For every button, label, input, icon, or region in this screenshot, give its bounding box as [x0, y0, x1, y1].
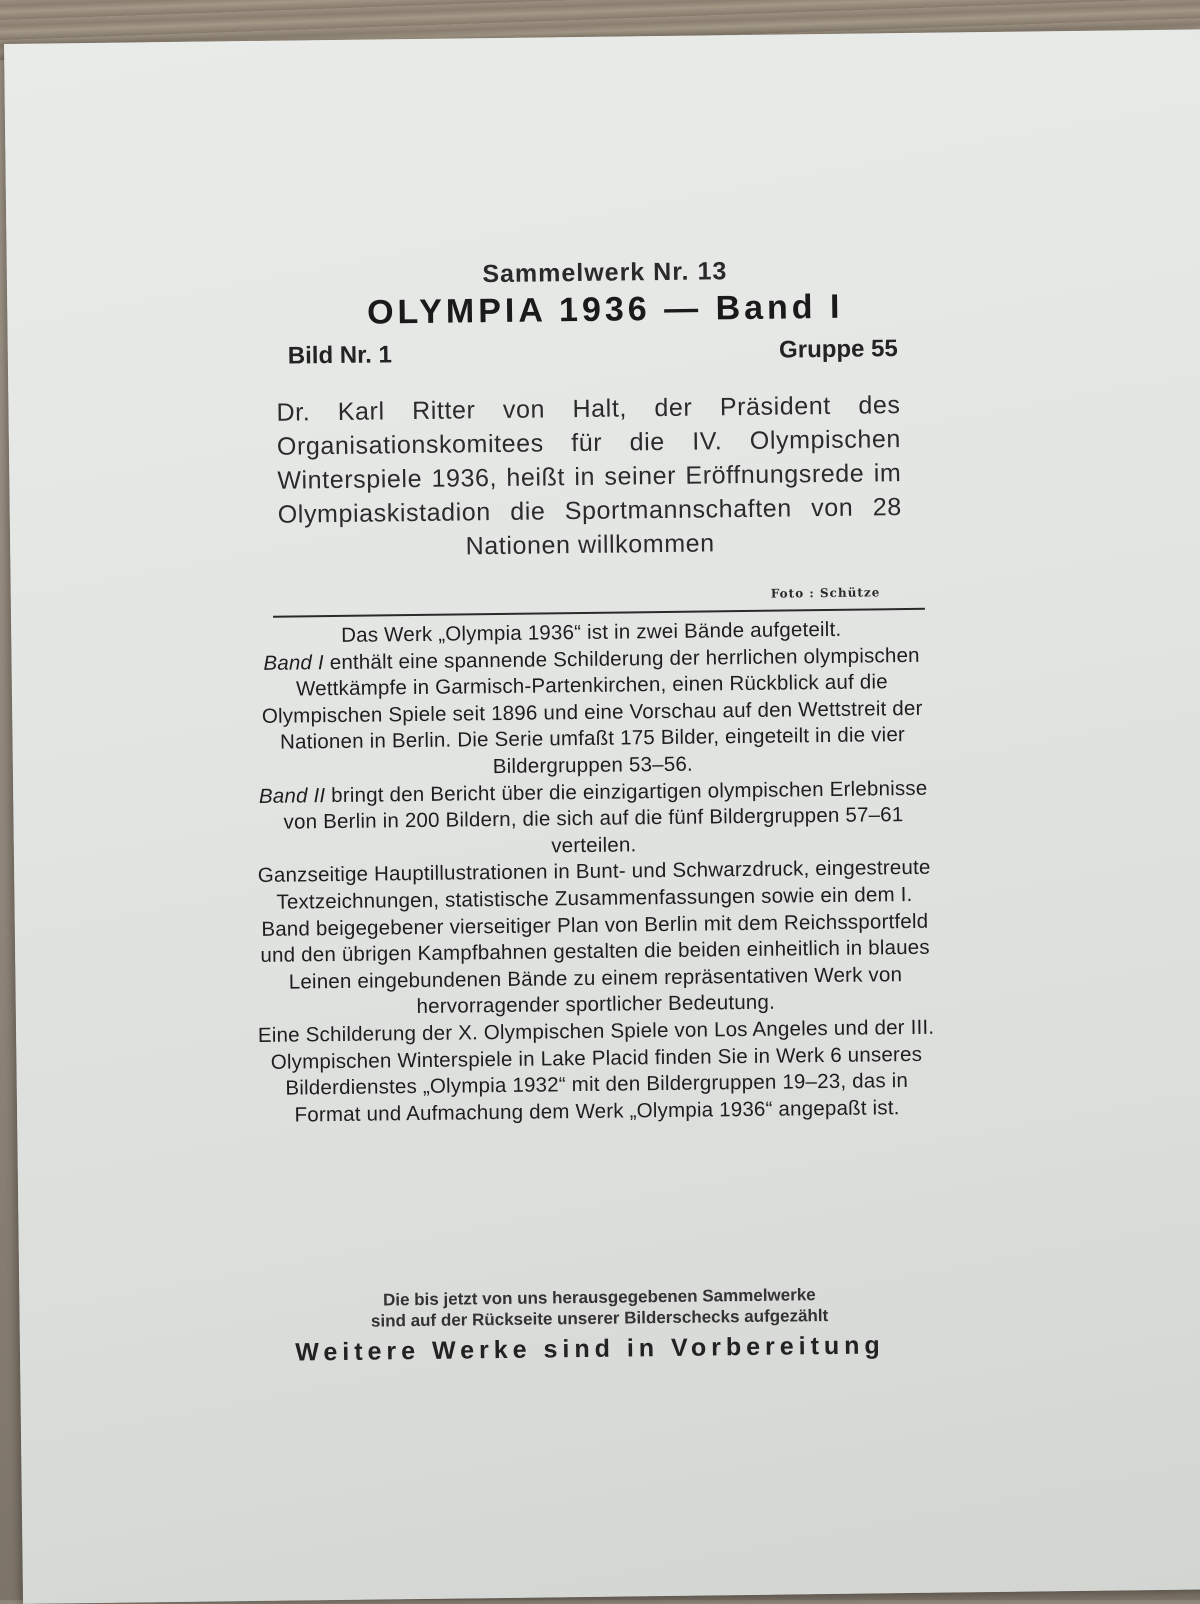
collector-card-back	[4, 29, 1200, 1603]
description-olympia-1932: Eine Schilderung der X. Olympischen Spiele von Los Angeles und der III. Olympischen Winterspiele in Lake Placid finden Sie in Werk 6 unseres Bilderdienstes „Olympia 1932“ mit den Bildergruppen 19–23, das in Format und Aufmachung dem Werk „Olympia 1936“ angepaßt ist.	[257, 1015, 935, 1127]
description-features: Ganzseitige Hauptillustrationen in Bunt- und Schwarzdruck, eingestreute Textzeichnungen, statistische Zusammenfassungen sowie ein dem I. Band beigegebener vierseitiger Plan von Berlin mit dem Reichssportfeld und den übrigen Kampfbahnen gestalten die beiden einheitlich in blaues Leinen eingebundenen Bände zu einem repräsentativen Werk von hervorragender sportlicher Bedeutung.	[257, 856, 931, 1019]
series-label: Sammelwerk Nr. 13	[482, 257, 728, 289]
description-band-2	[251, 775, 936, 863]
footer-note	[259, 1283, 939, 1333]
group-number: Gruppe 55	[778, 335, 898, 364]
picture-number: Bild Nr. 1	[287, 341, 393, 370]
band-2-label: Band II	[258, 783, 326, 808]
band-2-text: bringt den Bericht über die einzigartigen olympischen Erlebnisse von Berlin in 200 Bildern, die sich auf die fünf Bildergruppen 57–61 verteilen.	[283, 776, 928, 858]
card-meta-row	[288, 335, 898, 370]
card-title: OLYMPIA 1936 — Band I	[366, 287, 844, 332]
photo-credit: Foto : Schütze	[770, 585, 881, 601]
footer-note-line-2: sind auf der Rückseite unserer Bilderschecks aufgezählt	[370, 1306, 829, 1331]
footer-announcement: Weitere Werke sind in Vorbereitung	[295, 1331, 885, 1367]
band-1-label: Band I	[263, 650, 324, 675]
footer-note-line-1: Die bis jetzt von uns herausgegebenen Sammelwerke	[382, 1285, 816, 1310]
series-description	[249, 616, 939, 1130]
picture-caption: Dr. Karl Ritter von Halt, der Präsident des Organisationskomitees für die IV. Olympischen Winterspiele 1936, heißt in seiner Eröffnungsrede im Olympiaskistadion die Sportmannschaften von 28 Nationen willkommen	[276, 391, 902, 561]
description-intro: Das Werk „Olympia 1936“ ist in zwei Bände aufgeteilt.	[341, 617, 842, 647]
band-1-text: enthält eine spannende Schilderung der herrlichen olympischen Wettkämpfe in Garmisch-Partenkirchen, einen Rückblick auf die Olympischen Spiele seit 1896 und eine Vorschau auf den Wettstreit der Nationen in Berlin. Die Serie umfaßt 175 Bilder, eingeteilt in die vier Bildergruppen 53–56.	[261, 643, 923, 779]
description-band-1	[249, 642, 935, 783]
